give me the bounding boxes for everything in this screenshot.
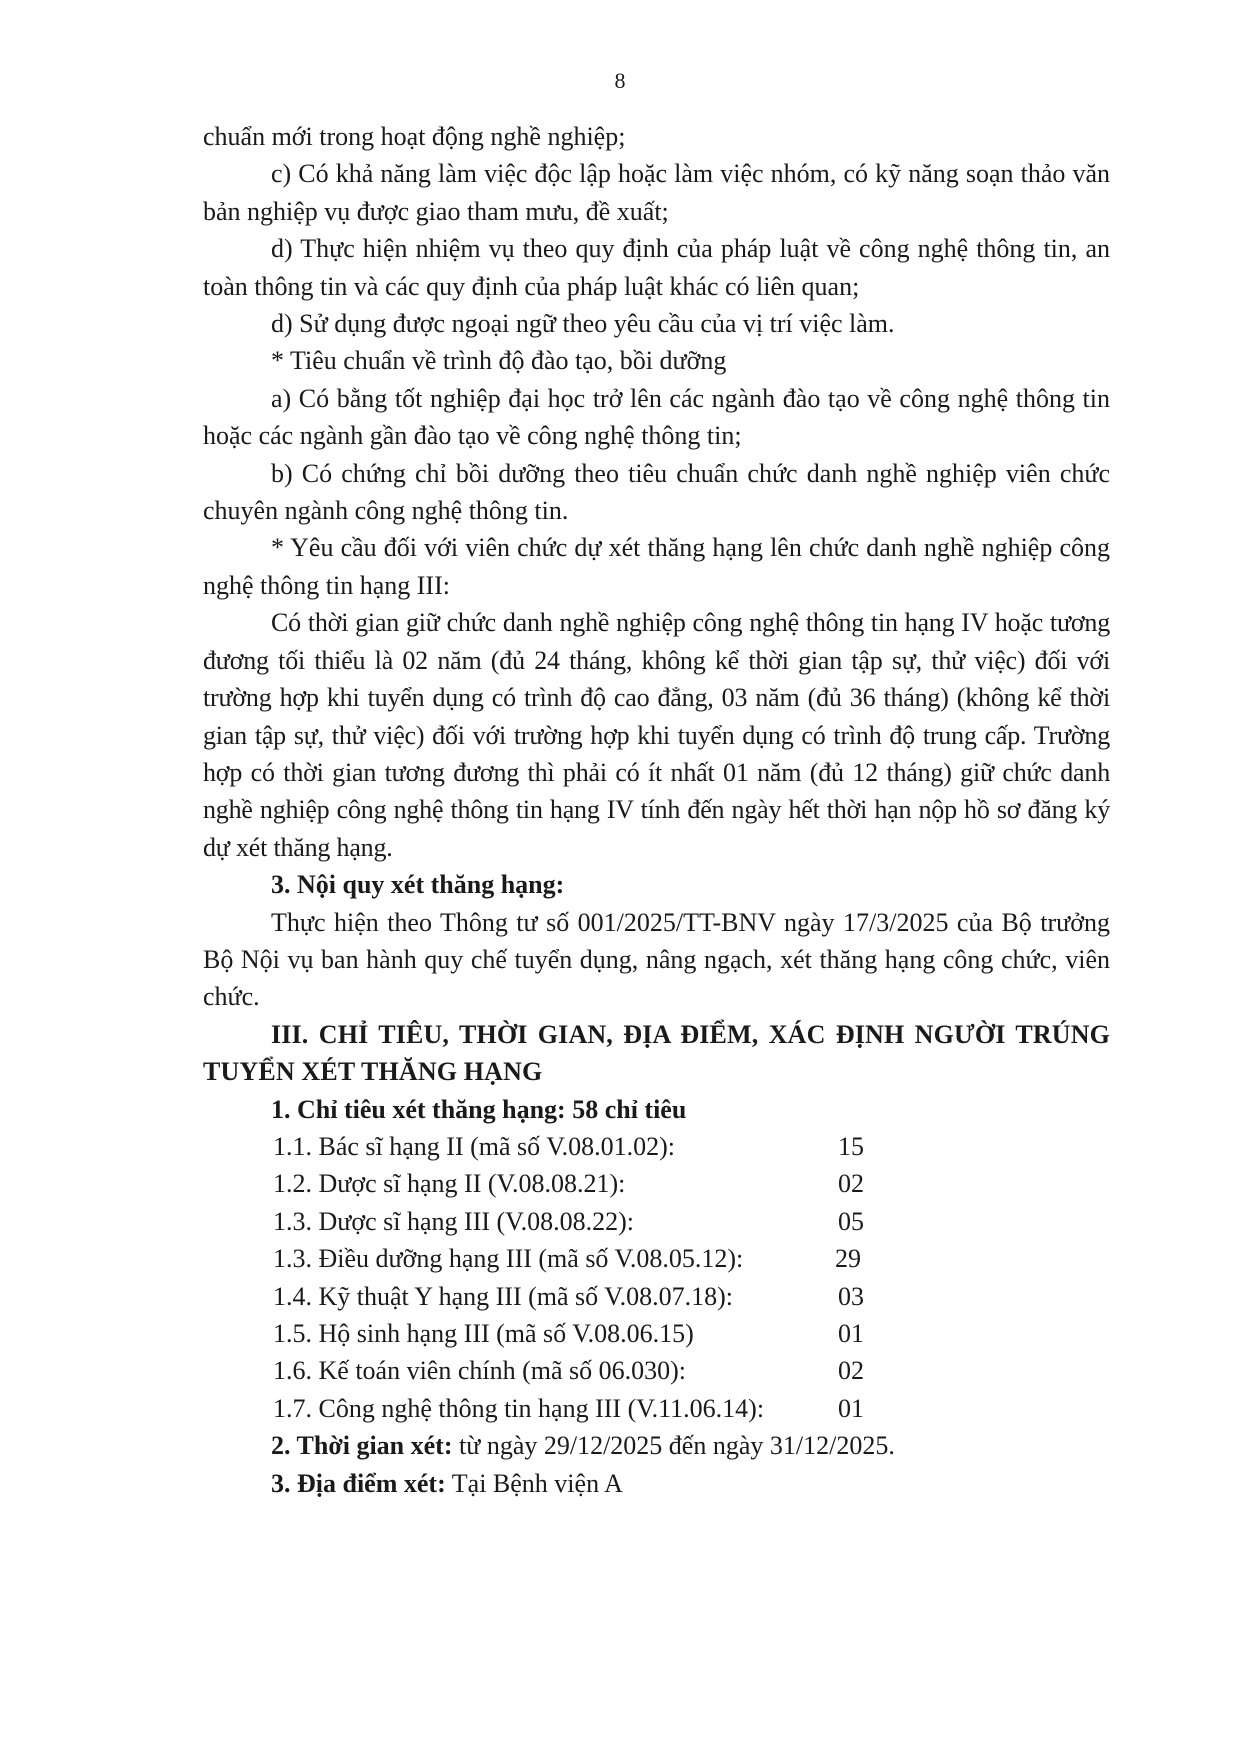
paragraph-item-d-law: d) Thực hiện nhiệm vụ theo quy định của pháp luật về công nghệ thông tin, an toàn thông tin và các quy định của pháp luật khác có liên quan; xyxy=(203,234,1110,301)
quota-item xyxy=(203,1278,1110,1315)
section-rules-text: Thực hiện theo Thông tư số 001/2025/TT-BNV ngày 17/3/2025 của Bộ trưởng Bộ Nội vụ ban hành quy chế tuyển dụng, nâng ngạch, xét thăng hạng công chức, viên chức. xyxy=(203,907,1110,1012)
quota-item-value: 03 xyxy=(838,1281,864,1311)
quota-item-label: 1.4. Kỹ thuật Y hạng III (mã số V.08.07.18): xyxy=(273,1281,734,1311)
section-iii-heading: III. CHỈ TIÊU, THỜI GIAN, ĐỊA ĐIỂM, XÁC ĐỊNH NGƯỜI TRÚNG TUYỂN XÉT THĂNG HẠNG xyxy=(203,1019,1110,1087)
quota-item-value: 01 xyxy=(838,1318,864,1348)
exam-time xyxy=(203,1427,1110,1464)
quota-item xyxy=(203,1352,1110,1389)
section-rules-heading: 3. Nội quy xét thăng hạng: xyxy=(271,870,565,900)
quota-item-value: 29 xyxy=(835,1244,861,1274)
paragraph-requirement-heading: * Yêu cầu đối với viên chức dự xét thăng hạng lên chức danh nghề nghiệp công nghệ thông tin hạng III: xyxy=(203,533,1110,600)
quota-item xyxy=(203,1390,1110,1427)
quota-item xyxy=(203,1128,1110,1165)
quota-item-value: 05 xyxy=(838,1206,864,1236)
quota-item xyxy=(203,1315,1110,1352)
document-body xyxy=(203,118,1110,1502)
paragraph-training-standard: * Tiêu chuẩn về trình độ đào tạo, bồi dưỡng xyxy=(271,346,727,376)
paragraph-item-d-language: d) Sử dụng được ngoại ngữ theo yêu cầu của vị trí việc làm. xyxy=(271,309,895,339)
exam-place-label: 3. Địa điểm xét: xyxy=(271,1468,446,1498)
paragraph-item-b-certificate: b) Có chứng chỉ bồi dưỡng theo tiêu chuẩn chức danh nghề nghiệp viên chức chuyên ngành công nghệ thông tin. xyxy=(203,458,1110,526)
quota-item xyxy=(203,1165,1110,1202)
exam-place xyxy=(203,1465,1110,1502)
quota-item-label: 1.3. Điều dưỡng hạng III (mã số V.08.05.12): xyxy=(273,1244,744,1274)
paragraph-item-c: c) Có khả năng làm việc độc lập hoặc làm việc nhóm, có kỹ năng soạn thảo văn bản nghiệp vụ được giao tham mưu, đề xuất; xyxy=(203,159,1110,226)
quota-item-label: 1.5. Hộ sinh hạng III (mã số V.08.06.15) xyxy=(273,1318,694,1348)
exam-place-value: Tại Bệnh viện A xyxy=(445,1468,623,1498)
exam-time-value: từ ngày 29/12/2025 đến ngày 31/12/2025. xyxy=(452,1431,895,1461)
quota-item xyxy=(203,1203,1110,1240)
quota-item xyxy=(203,1240,1110,1277)
quota-item-value: 15 xyxy=(838,1131,864,1161)
quota-item-label: 1.6. Kế toán viên chính (mã số 06.030): xyxy=(273,1356,687,1386)
quota-item-value: 02 xyxy=(838,1169,864,1199)
quota-item-label: 1.7. Công nghệ thông tin hạng III (V.11.06.14): xyxy=(273,1393,765,1423)
paragraph-continuation: chuẩn mới trong hoạt động nghề nghiệp; xyxy=(203,122,626,151)
quota-item-label: 1.1. Bác sĩ hạng II (mã số V.08.01.02): xyxy=(273,1131,675,1161)
quota-item-label: 1.2. Dược sĩ hạng II (V.08.08.21): xyxy=(273,1169,626,1199)
paragraph-item-a-degree: a) Có bằng tốt nghiệp đại học trở lên các ngành đào tạo về công nghệ thông tin hoặc các ngành gần đào tạo về công nghệ thông tin; xyxy=(203,383,1110,451)
quota-heading: 1. Chỉ tiêu xét thăng hạng: 58 chỉ tiêu xyxy=(271,1094,687,1124)
quota-item-value: 01 xyxy=(838,1393,864,1423)
quota-list xyxy=(203,1128,1110,1427)
paragraph-requirement-detail: Có thời gian giữ chức danh nghề nghiệp công nghệ thông tin hạng IV hoặc tương đương tối thiểu là 02 năm (đủ 24 tháng, không kể thời gian tập sự, thử việc) đối với trường hợp khi tuyển dụng có trình độ cao đẳng, 03 năm (đủ 36 tháng) (không kể thời gian tập sự, thử việc) đối với trường hợp khi tuyển dụng có trình độ trung cấp. Trường hợp có thời gian tương đương thì phải có ít nhất 01 năm (đủ 12 tháng) giữ chức danh nghề nghiệp công nghệ thông tin hạng IV tính đến ngày hết thời hạn nộp hồ sơ đăng ký dự xét thăng hạng. xyxy=(203,608,1110,862)
quota-item-label: 1.3. Dược sĩ hạng III (V.08.08.22): xyxy=(273,1206,634,1236)
quota-item-value: 02 xyxy=(838,1356,864,1386)
page-number: 8 xyxy=(614,68,626,93)
exam-time-label: 2. Thời gian xét: xyxy=(271,1431,453,1461)
